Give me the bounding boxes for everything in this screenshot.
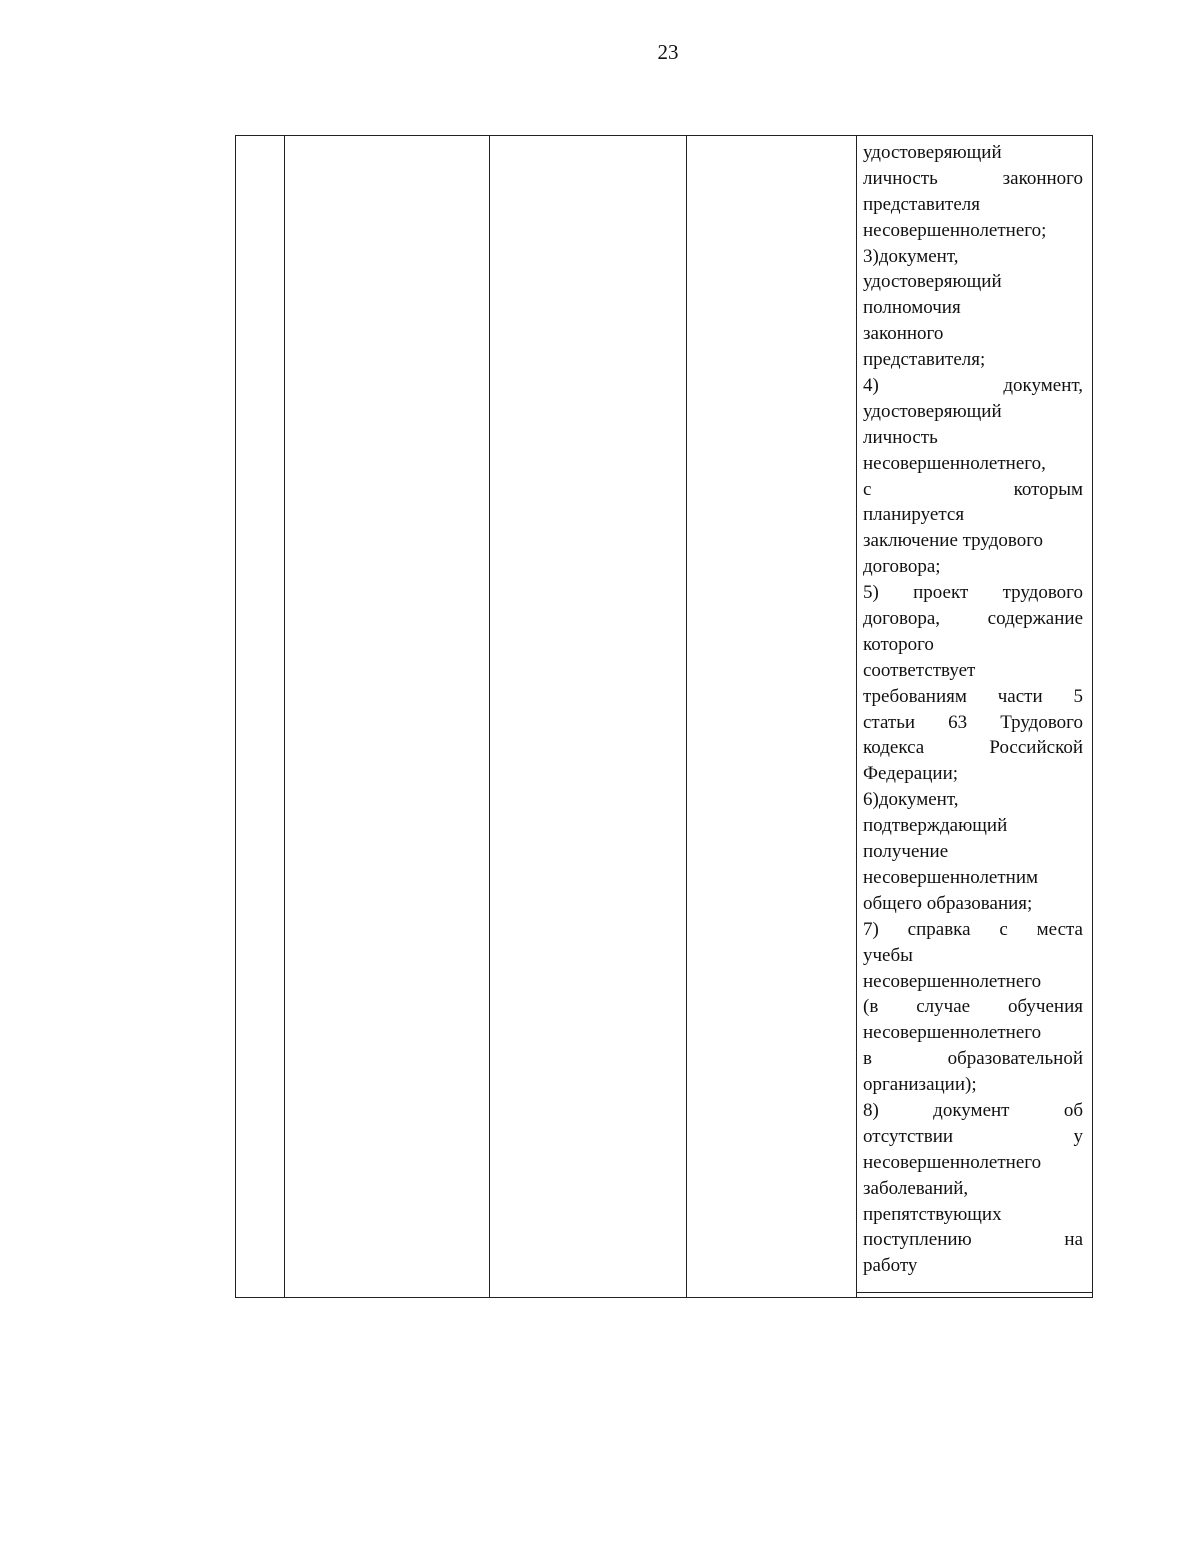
cell-text-line: несовершеннолетнего, xyxy=(863,452,1046,474)
cell-text-line: удостоверяющий xyxy=(863,271,1002,293)
cell-text-line: отсутствии у xyxy=(863,1125,1083,1147)
cell-text-line: 3)документ, xyxy=(863,245,959,267)
cell-text-line: подтверждающий xyxy=(863,815,1008,837)
cell-text-line: учебы xyxy=(863,944,913,966)
cell-text-line: удостоверяющий xyxy=(863,400,1002,422)
column-divider-2 xyxy=(489,136,490,1297)
documents-list-text xyxy=(863,140,1083,1279)
cell-text-line: договора; xyxy=(863,556,941,578)
cell-text-line: полномочия xyxy=(863,297,961,319)
cell-text-line: представителя xyxy=(863,193,981,215)
column-divider-1 xyxy=(284,136,285,1297)
cell-text-line: 8) документ об xyxy=(863,1099,1083,1121)
cell-text-line: кодекса Российской xyxy=(863,737,1083,759)
cell-text-line: несовершеннолетнего xyxy=(863,1151,1042,1173)
cell-text-line: несовершеннолетнего; xyxy=(863,219,1047,241)
cell-text-line: несовершеннолетнего xyxy=(863,1022,1042,1044)
cell-text-line: соответствует xyxy=(863,659,976,681)
cell-text-line: заболеваний, xyxy=(863,1177,969,1199)
cell-text-line: несовершеннолетним xyxy=(863,866,1039,888)
cell-text-line: 5) проект трудового xyxy=(863,582,1083,604)
cell-text-line: договора, содержание xyxy=(863,608,1083,630)
cell-text-line: 7) справка с места xyxy=(863,918,1083,940)
cell-text-line: получение xyxy=(863,841,949,863)
cell-text-line: Федерации; xyxy=(863,763,959,785)
cell-text-line: требованиям части 5 xyxy=(863,685,1083,707)
cell-text-line: с которым xyxy=(863,478,1083,500)
cell-text-line: общего образования; xyxy=(863,892,1033,914)
document-table xyxy=(235,135,1093,1298)
cell-text-line: несовершеннолетнего xyxy=(863,970,1042,992)
cell-text-line: заключение трудового xyxy=(863,530,1044,552)
cell-text-line: препятствующих xyxy=(863,1203,1002,1225)
column-divider-3 xyxy=(686,136,687,1297)
cell-text-line: законного xyxy=(863,323,944,345)
cell-text-line: личность законного xyxy=(863,167,1083,189)
cell-text-line: которого xyxy=(863,633,934,655)
cell-text-line: статьи 63 Трудового xyxy=(863,711,1083,733)
cell-text-line: организации); xyxy=(863,1074,977,1096)
cell-text-line: поступлению на xyxy=(863,1229,1083,1251)
page-number: 23 xyxy=(657,40,679,64)
cell-text-line: представителя; xyxy=(863,349,986,371)
cell-text-line: работу xyxy=(863,1255,918,1277)
cell-text-line: 4) документ, xyxy=(863,375,1083,397)
cell-text-line: (в случае обучения xyxy=(863,996,1083,1018)
cell-text-line: планируется xyxy=(863,504,965,526)
cell-text-line: личность xyxy=(863,426,938,448)
cell-text-line: 6)документ, xyxy=(863,789,959,811)
cell-text-line: удостоверяющий xyxy=(863,142,1002,163)
cell-text-line: в образовательной xyxy=(863,1048,1083,1070)
